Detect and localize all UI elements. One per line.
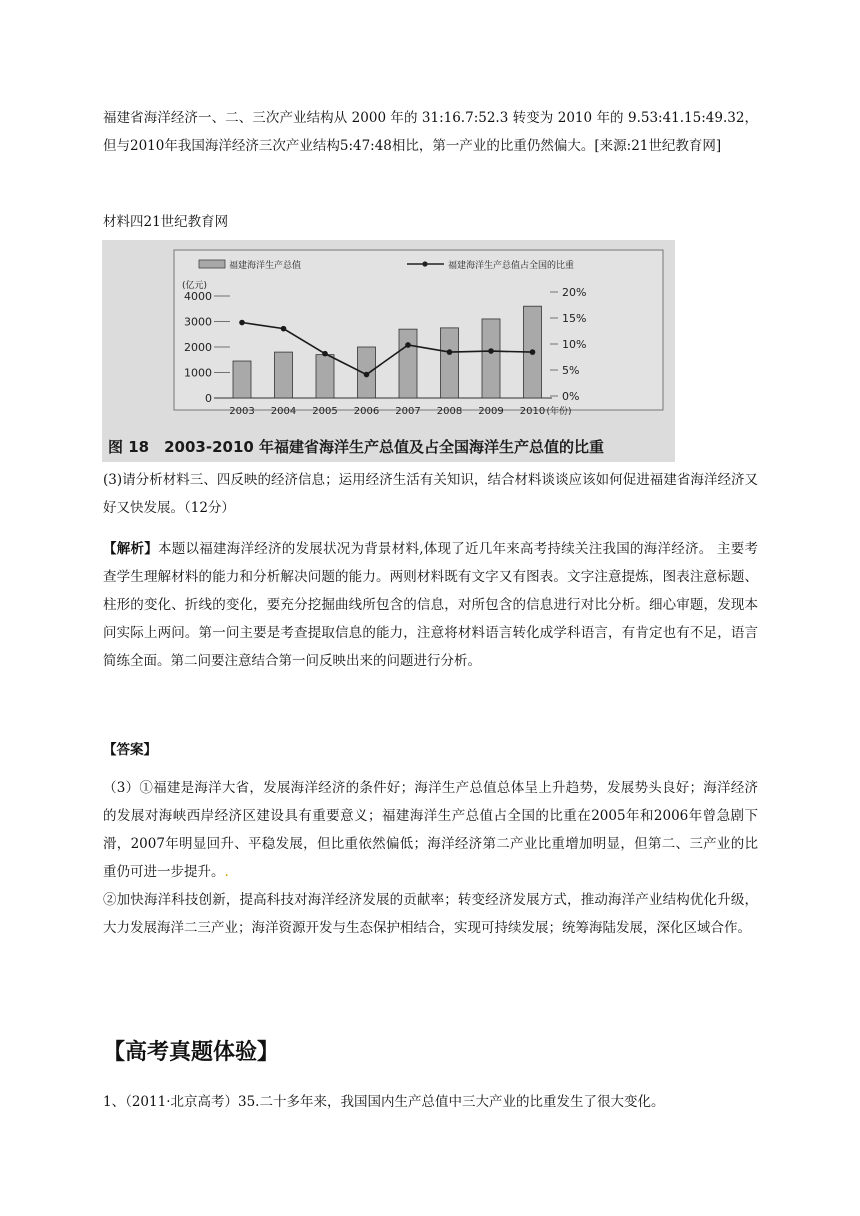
legend-line-label: 福建海洋生产总值占全国的比重 [448,261,575,271]
answer-label: 【答案】 [103,742,157,758]
ratio-point-2010 [530,349,536,355]
answer-part-2: ②加快海洋科技创新，提高科技对海洋经济发展的贡献率；转变经济发展方式，推动海洋产业结构优化升级，大力发展海洋二三产业；海洋资源开发与生态保护相结合，实现可持续发展；统筹海陆发展，深化区域合作。 [103,892,758,936]
legend-bar-label: 福建海洋生产总值 [229,261,302,271]
chart-figure-18 [102,240,675,462]
legend-bar-swatch [199,260,225,268]
y-right-tick-label: 20% [562,286,587,299]
x-tick-label: 2003 [229,406,255,417]
analysis-text: 本题以福建海洋经济的发展状况为背景材料,体现了近几年来高考持续关注我国的海洋经济。 主要考查学生理解材料的能力和分析解决问题的能力。两则材料既有文字又有图表。文字注意提炼，图表注意标题、柱形的变化、折线的变化，要充分挖掘曲线所包含的信息，对所包含的信息进行对比分析。细心审题，发现本问实际上两问。第一问主要是考查提取信息的能力，注意将材料语言转化成学科语言，有肯定也有不足，语言简练全面。第二问要注意结合第一问反映出来的问题进行分析。 [103,541,758,669]
y-left-tick-label: 4000 [184,290,212,303]
answer-mark: . [224,864,229,880]
chart-svg [102,240,675,462]
y-right-tick-label: 10% [562,338,587,351]
x-tick-label: 2005 [312,406,338,417]
x-tick-label: 2007 [395,406,421,417]
bar-2003 [233,361,251,398]
answer-part-1-text: （3）①福建是海洋大省，发展海洋经济的条件好；海洋生产总值总体呈上升趋势，发展势头良好；海洋经济的发展对海峡西岸经济区建设具有重要意义；福建海洋生产总值占全国的比重在2005年和2006年曾急剧下滑，2007年明显回升、平稳发展，但比重依然偏低；海洋经济第二产业比重增加明显，但第二、三产业的比重仍可进一步提升。 [103,780,758,880]
y-left-tick-label: 3000 [184,315,212,329]
ratio-point-2006 [364,372,370,378]
bar-2007 [399,329,417,398]
y-right-tick-label: 0% [562,390,580,403]
y-right-tick-label: 5% [562,364,580,377]
bar-2008 [441,328,459,398]
ratio-point-2007 [405,342,411,348]
x-tick-label: 2008 [436,406,463,417]
analysis-paragraph [103,535,758,675]
x-axis-unit: (年份) [546,407,572,417]
x-tick-label: 2004 [270,406,297,417]
ratio-point-2004 [281,326,287,332]
y-right-tick-label: 15% [562,312,587,325]
y-left-tick-label: 2000 [184,341,212,354]
ratio-point-2005 [322,351,328,357]
answer-part-1 [103,774,758,886]
x-tick-label: 2010 [519,406,546,417]
y-left-tick-label: 1000 [184,366,212,380]
ratio-point-2003 [239,320,245,326]
ratio-point-2008 [447,349,453,355]
x-tick-label: 2009 [478,406,504,417]
ratio-point-2009 [488,348,494,354]
material-four-label: 材料四21世纪教育网 [103,214,229,230]
chart-title: 图 18 2003-2010 年福建省海洋生产总值及占全国海洋生产总值的比重 [108,438,605,456]
bar-2004 [275,352,293,398]
analysis-label: 【解析】 [103,541,158,557]
section-title: 【高考真题体验】 [103,1040,280,1065]
paragraph-industry-structure: 福建省海洋经济一、二、三次产业结构从 2000 年的 31:16.7:52.3 转变为 2010 年的 9.53:41.15:49.32，但与2010年我国海洋经济三次产业结构5:47:48相比，第一产业的比重仍然偏大。[来源:21世纪教育网] [103,110,758,154]
x-tick-label: 2006 [353,406,380,417]
bar-2005 [316,355,334,398]
y-left-unit: (亿元) [182,281,208,291]
question-3: (3)请分析材料三、四反映的经济信息；运用经济生活有关知识，结合材料谈谈应该如何促进福建省海洋经济又好又快发展。（12分） [103,472,758,516]
legend-line-marker [422,261,427,266]
question-1: 1、（2011·北京高考）35.二十多年来，我国国内生产总值中三大产业的比重发生了很大变化。 [103,1094,665,1110]
bar-2009 [482,319,500,398]
y-left-tick-label: 0 [205,392,212,405]
